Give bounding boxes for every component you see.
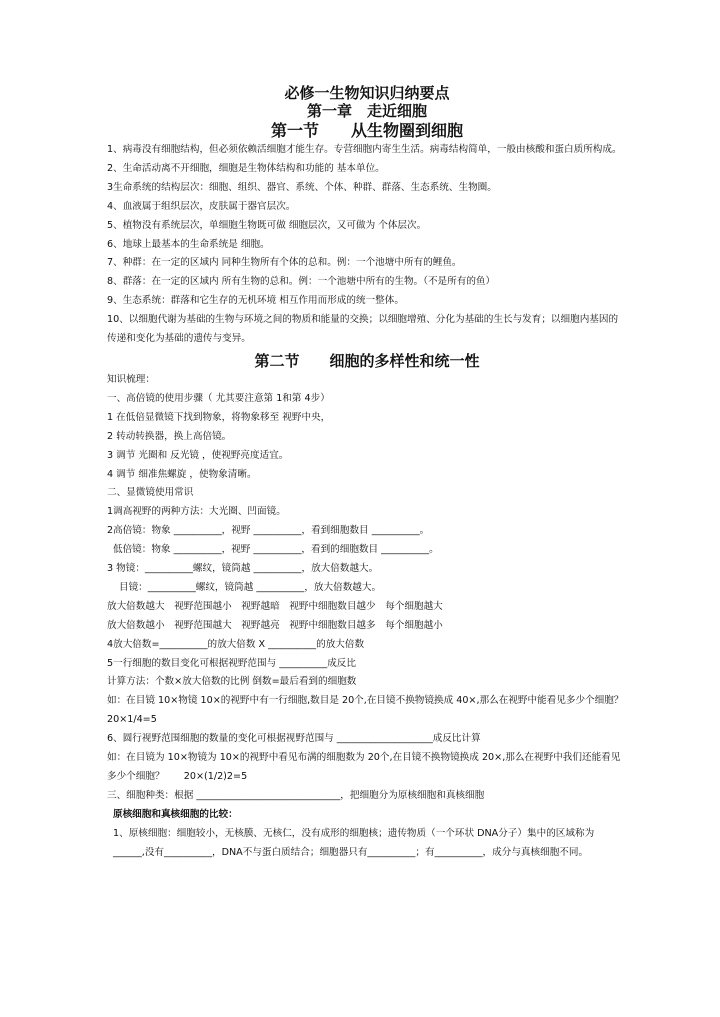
section-2-line: 1、原核细胞：细胞较小，无核膜、无核仁，没有成形的细胞核；遗传物质（一个环状 DNA分子）集中的区域称为 ______,没有__________，DNA不与蛋白质结合；细胞器只有__________；有__________，成分与真核细胞不同。 [113, 827, 595, 858]
section-2-line: 2 转动转换器，换上高倍镜。 [107, 430, 232, 442]
section-2-line: 一、高倍镜的使用步骤（ 尤其要注意第 1和第 4步） [107, 392, 330, 404]
section-2-line: 二、显微镜使用常识 [107, 487, 194, 499]
section-2-line: 1调高视野的两种方法：大光圈、凹面镜。 [107, 506, 286, 518]
section-2-line: 三、细胞种类：根据 ______________________________，把细胞分为原核细胞和真核细胞 [107, 789, 485, 801]
section-1-item: 5、植物没有系统层次，单细胞生物既可做 细胞层次，又可做为 个体层次。 [107, 219, 427, 231]
section-2-line: 6、圆行视野范围细胞的数量的变化可根据视野范围与 ____________________成反比计算 [107, 733, 481, 745]
section-2-line: 2高倍镜：物象 __________，视野 __________，看到细胞数目 __________。 [107, 525, 430, 537]
section-2-line: 知识梳理： [107, 373, 155, 385]
section-1-body [107, 141, 627, 349]
section-1-item: 7、种群：在一定的区域内 同种生物所有个体的总和。例：一个池塘中所有的鲤鱼。 [107, 257, 462, 269]
section-1-title: 第一节 从生物圈到细胞 [270, 121, 463, 140]
section-2-line: 如：在目镜为 10×物镜为 10×的视野中看见布满的细胞数为 20个,在目镜不换物镜换成 20×,那么在视野中我们还能看见多少个细胞？ 20×(1/2)2=5 [107, 752, 621, 782]
section-2-subheading: 原核细胞和真核细胞的比较： [113, 808, 238, 820]
section-2-line: 4 调节 细准焦螺旋 ，使物象清晰。 [107, 468, 257, 480]
section-1-item: 6、地球上最基本的生命系统是 细胞。 [107, 238, 270, 250]
section-2-line: 3 物镜：__________螺纹，镜筒越 __________，放大倍数越大。 [107, 563, 379, 575]
section-1-item: 8、群落：在一定的区域内 所有生物的总和。例：一个池塘中所有的生物。（不是所有的鱼） [107, 276, 496, 288]
document-page [107, 84, 643, 863]
section-1-item: 9、生态系统：群落和它生存的无机环境 相互作用而形成的统一整体。 [107, 295, 404, 307]
section-2-line: 5一行细胞的数目变化可根据视野范围与 __________成反比 [107, 657, 356, 669]
section-2-line: 目镜：__________螺纹，镜筒越 __________，放大倍数越大。 [119, 581, 382, 593]
section-1-item: 3生命系统的结构层次：细胞、组织、器官、系统、个体、种群、群落、生态系统、生物圈。 [107, 181, 497, 193]
section-2-line: 低倍镜：物象 __________，视野 __________，看到的细胞数目 __________。 [113, 544, 439, 556]
section-2-body [107, 371, 643, 863]
chapter-title: 第一章 走近细胞 [306, 102, 427, 120]
section-1-item: 2、生命活动离不开细胞，细胞是生物体结构和功能的 基本单位。 [107, 162, 385, 174]
section-2-title: 第二节 细胞的多样性和统一性 [254, 351, 480, 370]
section-2-line: 3 调节 光圈和 反光镜 ，使视野亮度适宜。 [107, 449, 289, 461]
section-2-line: 如：在目镜 10×物镜 10×的视野中有一行细胞,数目是 20个,在目镜不换物镜换成 40×,那么在视野中能看见多少个细胞？ 20×1/4=5 [107, 695, 643, 726]
section-2-line: 1 在低倍显微镜下找到物象，将物象移至 视野中央， [107, 411, 331, 423]
section-1-item: 4、血液属于组织层次，皮肤属于器官层次。 [107, 200, 296, 212]
section-2-line: 4放大倍数=__________的放大倍数 X __________的放大倍数 [107, 638, 365, 650]
section-2-line: 放大倍数越大 视野范围越小 视野越暗 视野中细胞数目越少 每个细胞越大 [107, 600, 443, 612]
section-2-line: 计算方法：个数×放大倍数的比例 倒数=最后看到的细胞数 [107, 676, 357, 688]
section-1-item: 1、病毒没有细胞结构，但必须依赖活细胞才能生存。专营细胞内寄生生活。病毒结构简单，一般由核酸和蛋白质所构成。 [107, 144, 622, 155]
section-2-line: 放大倍数越小 视野范围越大 视野越亮 视野中细胞数目越多 每个细胞越小 [107, 619, 443, 631]
section-1-item: 10、以细胞代谢为基础的生物与环境之间的物质和能量的交换；以细胞增殖、分化为基础的生长与发育；以细胞内基因的传递和变化为基础的遗传与变异。 [107, 314, 619, 345]
document-title: 必修一生物知识归纳要点 [284, 84, 450, 102]
